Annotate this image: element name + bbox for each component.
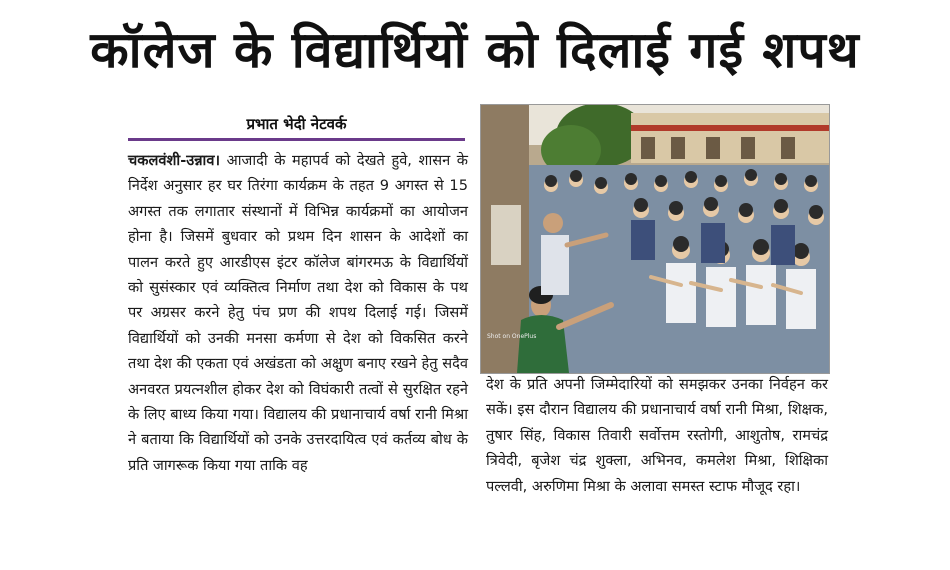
byline-rule [128,138,465,141]
article-column-right [486,372,828,499]
dateline: चकलवंशी-उन्नाव। [128,152,220,169]
body-text-left: आजादी के महापर्व को देखते हुवे, शासन के निर्देश अनुसार हर घर तिरंगा कार्यक्रम के तहत 9 अगस्त से 15 अगस्त तक लगातार संस्थानों में विभिन्न कार्यक्रमों का आयोजन होना है। जिसमें बुधवार को प्रथम दिन शासन के आदेशों का पालन करते हुए आरडीएस इंटर कॉलेज बांगरमऊ के विद्यार्थियों को सुसंस्कार एवं व्यक्तित्व निर्माण तथा देश को विकास के पथ पर अग्रसर करने हेतु पंच प्रण की शपथ दिलाई गई। जिसमें विद्यार्थियों को उनकी मनसा कर्मणा से देश को विकसित करने तथा देश की एकता एवं अखंडता को अक्षुण बनाए रखने हेतु सदैव अनवरत प्रयत्नशील होकर देश को विघंकारी तत्वों से सुरक्षित रहने के लिए बाध्य किया गया। विद्यालय की प्रधानाचार्य वर्षा रानी मिश्रा ने बताया कि विद्यार्थियों को उनके उत्तरदायित्व एवं कर्तव्य बोध के प्रति जागरूक किया गया ताकि वह [128,152,468,474]
byline-block [128,114,465,141]
headline: कॉलेज के विद्यार्थियों को दिलाई गई शपथ [90,21,860,79]
news-photo [480,104,830,374]
byline: प्रभात भेदी नेटवर्क [246,115,347,133]
photo-credit: Shot on OnePlus [487,333,537,340]
article-column-left [128,148,468,478]
body-text-right: देश के प्रति अपनी जिम्मेदारियों को समझकर उनका निर्वहन कर सकें। इस दौरान विद्यालय की प्रधानाचार्य वर्षा रानी मिश्रा, शिक्षक, तुषार सिंह, विकास तिवारी सर्वोत्तम रस्तोगी, आशुतोष, रामचंद्र त्रिवेदी, बृजेश चंद्र शुक्ला, अभिनव, कमलेश मिश्रा, शिक्षिका पल्लवी, अरुणिमा मिश्रा के अलावा समस्त स्टाफ मौजूद रहा। [486,376,828,495]
